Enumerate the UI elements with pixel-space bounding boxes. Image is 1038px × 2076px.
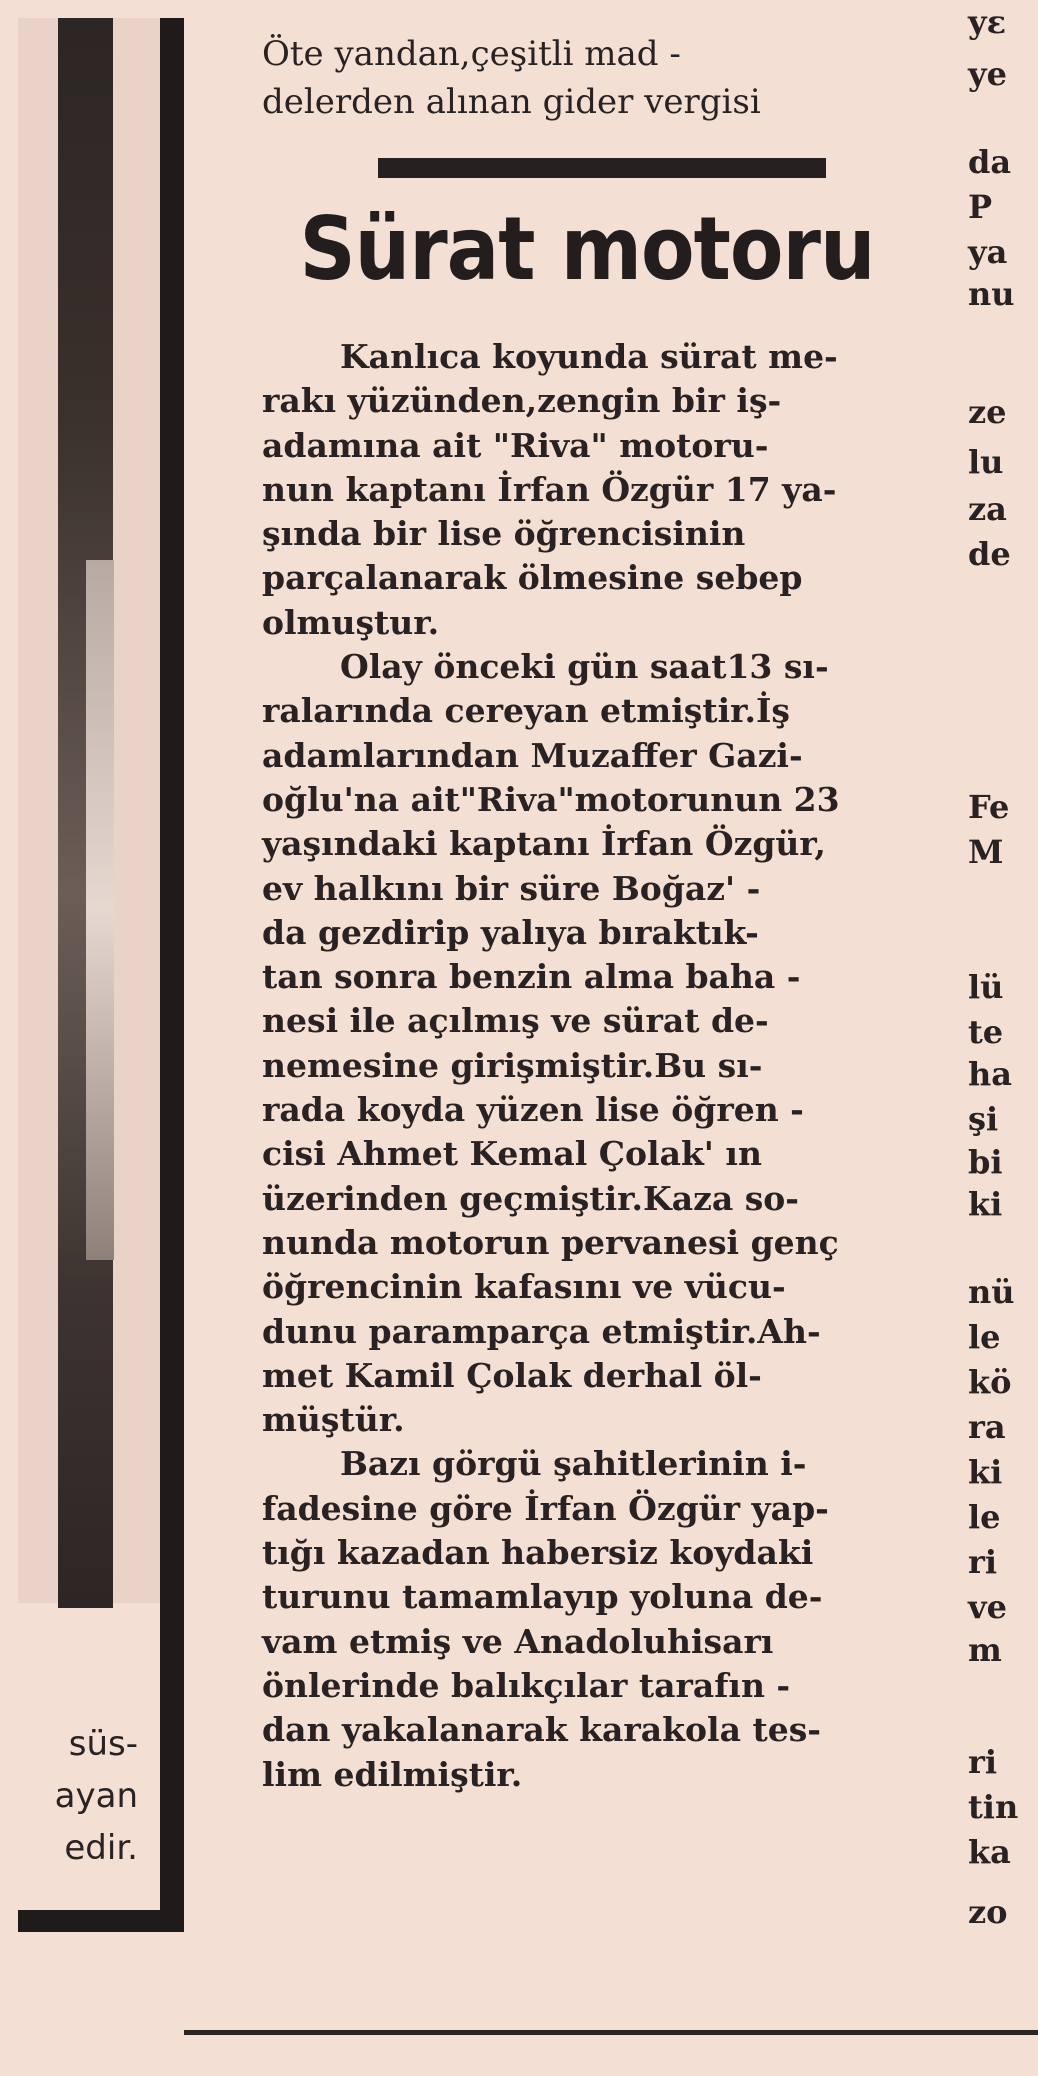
caption-line: süs- — [68, 1724, 138, 1764]
article-body — [262, 335, 912, 1797]
cut-fragment: bi — [968, 1143, 1003, 1181]
article-headline: Sürat motoru — [299, 199, 875, 301]
cut-fragment: te — [968, 1013, 1004, 1051]
cut-fragment: de — [968, 535, 1011, 573]
cut-fragment: le — [968, 1318, 1001, 1356]
cut-fragment: Fe — [968, 788, 1010, 826]
caption-line: ayan — [54, 1776, 138, 1816]
photo-frame-bottom — [18, 1910, 184, 1932]
cut-fragment: ze — [968, 393, 1007, 431]
clipping-bottom-border — [184, 2030, 1038, 2035]
body-line: rakı yüzünden,zengin bir iş- — [262, 381, 782, 421]
body-line: nemesine girişmiştir.Bu sı- — [262, 1045, 763, 1085]
body-line: nesi ile açılmış ve sürat de- — [262, 1001, 769, 1041]
cut-fragment: zo — [968, 1893, 1008, 1931]
body-line: Olay önceki gün saat13 sı- — [340, 647, 829, 687]
caption-line: edir. — [64, 1828, 138, 1868]
column-frame-border — [160, 18, 184, 1928]
body-line: fadesine göre İrfan Özgür yap- — [262, 1488, 829, 1528]
body-line: ev halkını bir süre Boğaz' - — [262, 868, 761, 908]
cut-fragment: yε — [968, 3, 1007, 41]
body-line: müştür. — [262, 1400, 405, 1440]
body-line: öğrencinin kafasını ve vücu- — [262, 1267, 786, 1307]
body-line: adamlarından Muzaffer Gazi- — [262, 735, 803, 775]
body-line: nunda motorun pervanesi genç — [262, 1222, 839, 1262]
body-line: Bazı görgü şahitlerinin i- — [340, 1444, 807, 1484]
cut-fragment: M — [968, 833, 1004, 871]
body-line: dunu paramparça etmiştir.Ah- — [262, 1311, 821, 1351]
body-line: oğlu'na ait"Riva"motorunun 23 — [262, 779, 840, 819]
cut-fragment: P — [968, 188, 993, 226]
cut-fragment: ki — [968, 1185, 1003, 1223]
cut-fragment: ye — [968, 55, 1007, 93]
body-line: yaşındaki kaptanı İrfan Özgür, — [262, 824, 826, 864]
cut-fragment: ri — [968, 1743, 998, 1781]
cut-fragment: ya — [968, 233, 1008, 271]
cut-fragment: ra — [968, 1408, 1006, 1446]
photo-highlight — [86, 560, 114, 1260]
cut-fragment: ri — [968, 1543, 998, 1581]
previous-article-tail — [262, 30, 912, 126]
intro-line: delerden alınan gider vergisi — [262, 82, 761, 122]
cut-fragment: nü — [968, 1273, 1015, 1311]
body-line: lim edilmiştir. — [262, 1754, 523, 1794]
cut-fragment: ve — [968, 1588, 1007, 1626]
body-line: şında bir lise öğrencisinin — [262, 514, 746, 554]
cut-fragment: lu — [968, 443, 1004, 481]
body-line: tığı kazadan habersiz koydaki — [262, 1533, 814, 1573]
cut-fragment: tin — [968, 1788, 1019, 1826]
cut-fragment: nu — [968, 275, 1015, 313]
photo-caption-fragment — [18, 1718, 138, 1874]
cut-fragment: ka — [968, 1833, 1011, 1871]
body-line: önlerinde balıkçılar tarafın - — [262, 1665, 791, 1705]
body-line: Kanlıca koyunda sürat me- — [340, 337, 838, 376]
body-line: dan yakalanarak karakola tes- — [262, 1710, 821, 1750]
cut-fragment: m — [968, 1631, 1002, 1669]
body-line: da gezdirip yalıya bıraktık- — [262, 912, 759, 952]
cut-fragment: le — [968, 1498, 1001, 1536]
cut-fragment: ki — [968, 1453, 1003, 1491]
headline-rule — [378, 158, 826, 178]
cut-fragment: ha — [968, 1055, 1012, 1093]
body-line: olmuştur. — [262, 602, 440, 642]
body-line: parçalanarak ölmesine sebep — [262, 558, 803, 598]
body-line: nun kaptanı İrfan Özgür 17 ya- — [262, 469, 837, 509]
cut-fragment: kö — [968, 1363, 1012, 1401]
cut-fragment: şi — [968, 1100, 999, 1138]
body-line: üzerinden geçmiştir.Kaza so- — [262, 1178, 799, 1218]
cut-fragment: za — [968, 490, 1007, 528]
body-line: tan sonra benzin alma baha - — [262, 957, 801, 997]
body-line: vam etmiş ve Anadoluhisarı — [262, 1621, 774, 1661]
intro-line: Öte yandan,çeşitli mad - — [262, 34, 681, 74]
body-line: met Kamil Çolak derhal öl- — [262, 1355, 762, 1395]
body-line: rada koyda yüzen lise öğren - — [262, 1090, 804, 1130]
body-line: turunu tamamlayıp yoluna de- — [262, 1577, 823, 1617]
cut-fragment: lü — [968, 968, 1004, 1006]
body-line: adamına ait "Riva" motoru- — [262, 425, 769, 465]
body-line: ralarında cereyan etmiştir.İş — [262, 691, 790, 731]
body-line: cisi Ahmet Kemal Çolak' ın — [262, 1134, 762, 1174]
cut-fragment: da — [968, 143, 1012, 181]
